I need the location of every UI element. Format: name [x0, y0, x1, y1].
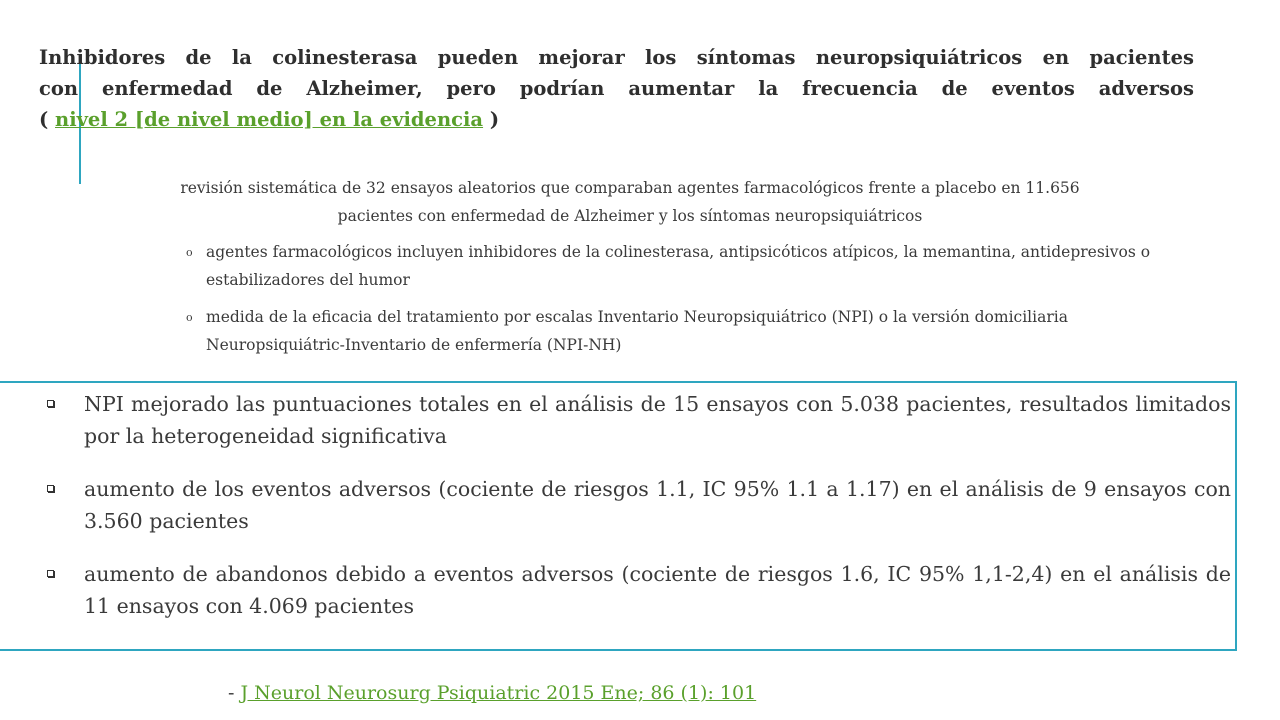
result-item: [47, 473, 1231, 537]
study-detail-item: [186, 238, 1176, 294]
evidence-paren-close: ): [483, 108, 500, 131]
reference-citation: [228, 678, 756, 708]
study-detail-item: [186, 303, 1176, 359]
square-bullet-icon: [47, 570, 54, 577]
title-line-3: [39, 104, 1194, 135]
result-text: NPI mejorado las puntuaciones totales en el análisis de 15 ensayos con 5.038 pacientes, resultados limitados por la heterogeneidad significativa: [84, 392, 1231, 448]
evidence-paren-open: (: [39, 108, 56, 131]
evidence-level-link[interactable]: nivel 2 [de nivel medio] en la evidencia: [55, 108, 484, 131]
study-detail-text: agentes farmacológicos incluyen inhibidores de la colinesterasa, antipsicóticos atípicos, la memantina, antidepresivos o estabilizadores del humor: [206, 243, 1151, 289]
slide-title: [39, 42, 1194, 135]
title-line-1: Inhibidores de la colinesterasa pueden mejorar los síntomas neuropsiquiátricos en pacientes: [39, 46, 1194, 69]
summary-line-2: pacientes con enfermedad de Alzheimer y los síntomas neuropsiquiátricos: [337, 207, 923, 225]
circle-bullet-icon: o: [186, 311, 193, 324]
study-details-list: [186, 238, 1176, 368]
result-item: [47, 388, 1231, 452]
summary-line-1: revisión sistemática de 32 ensayos aleatorios que comparaban agentes farmacológicos frente a placebo en 11.656: [180, 179, 1080, 197]
result-item: [47, 558, 1231, 622]
results-list: [47, 388, 1231, 643]
result-text: aumento de abandonos debido a eventos adversos (cociente de riesgos 1.6, IC 95% 1,1-2,4) en el análisis de 11 ensayos con 4.069 pacientes: [84, 562, 1231, 618]
reference-prefix: -: [228, 682, 241, 704]
reference-link[interactable]: J Neurol Neurosurg Psiquiatric 2015 Ene; 86 (1): 101: [240, 682, 757, 704]
study-summary: [40, 174, 1220, 230]
circle-bullet-icon: o: [186, 246, 193, 259]
result-text: aumento de los eventos adversos (cociente de riesgos 1.1, IC 95% 1.1 a 1.17) en el análisis de 9 ensayos con 3.560 pacientes: [84, 477, 1231, 533]
square-bullet-icon: [47, 400, 54, 407]
study-detail-text: medida de la eficacia del tratamiento por escalas Inventario Neuropsiquiátrico (NPI) o la versión domiciliaria Neuropsiquiátric-Inventario de enfermería (NPI-NH): [206, 308, 1068, 354]
title-line-2: con enfermedad de Alzheimer, pero podrían aumentar la frecuencia de eventos adversos: [39, 77, 1194, 100]
square-bullet-icon: [47, 485, 54, 492]
